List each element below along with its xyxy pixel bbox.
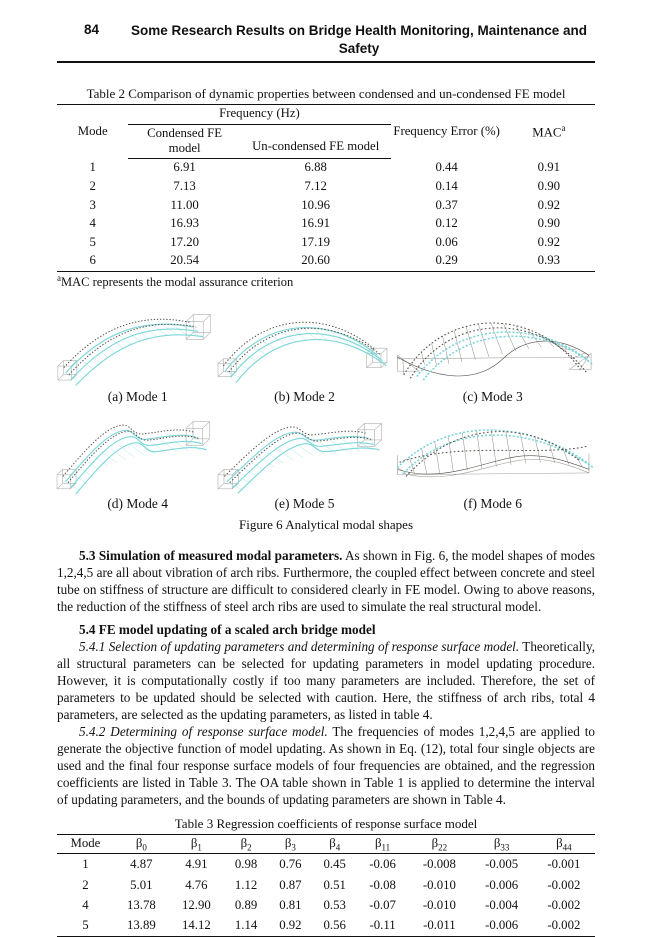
figure6-caption: Figure 6 Analytical modal shapes [238, 516, 414, 532]
modal-shape-image [218, 411, 390, 495]
table-row: 2 5.01 4.76 1.12 0.87 0.51 -0.08 -0.010 -0.006 -0.002 [82, 877, 581, 892]
table3-header-cell: $\beta_0$ [114, 834, 169, 854]
modal-shape-image [391, 304, 595, 388]
table-row: 5 13.89 14.12 1.14 0.92 0.56 -0.11 -0.011 -0.006 -0.002 [82, 918, 581, 933]
modal-shape-image [391, 411, 595, 495]
cell-uncondensed: 20.60 [301, 253, 331, 268]
table2-header-frequency-group: Frequency (Hz) [128, 105, 390, 125]
table-row [57, 233, 595, 252]
table-row: 4 13.78 12.90 0.89 0.81 0.53 -0.07 -0.010 -0.004 -0.002 [82, 898, 581, 913]
figure-panel-label: (d) Mode 4 [107, 495, 169, 511]
cell-error: 0.12 [435, 216, 458, 231]
cell-mac: 0.92 [537, 197, 561, 212]
table-row [57, 196, 595, 215]
table3-regression-coefficients [57, 834, 595, 937]
running-title: Some Research Results on Bridge Health Monitoring, Maintenance and Safety [130, 23, 588, 56]
modal-shape-image [218, 304, 390, 388]
table2-header-mac: MAC$^a$ [532, 122, 566, 140]
table2-header-uncondensed: Un-condensed FE model [241, 124, 391, 158]
table2-header-condensed: Condensed FE model [128, 124, 240, 158]
cell-mode: 1 [89, 160, 96, 175]
figure-panel [391, 304, 595, 405]
cell-mac: 0.90 [537, 179, 561, 194]
paragraph-5-4-1: 5.4.1 Selection of updating parameters and determining of response surface model. Theoretically, all structural parameters can be selected for updating parameters in model updating procedure. However, it is computationally costly if too many parameters are included. Therefore, the set of parameters to be updated should be selected with caution. Here, the stiffness of arch ribs, total 4 parameters, are selected as the updating parameters, as listed in table 4. [57, 638, 596, 722]
figure-panel [391, 411, 595, 512]
section-5-4-heading: 5.4 FE model updating of a scaled arch bridge model [79, 621, 376, 637]
cell-uncondensed: 7.12 [304, 179, 327, 194]
cell-condensed: 11.00 [170, 197, 199, 212]
table3-header-cell: $\beta_{11}$ [357, 834, 408, 854]
cell-mode: 3 [89, 197, 96, 212]
cell-uncondensed: 16.91 [301, 216, 331, 231]
table2-caption: Table 2 Comparison of dynamic properties between condensed and un-condensed FE model [86, 86, 566, 102]
cell-mode: 6 [89, 253, 96, 268]
table-row [57, 158, 595, 177]
running-header [57, 22, 595, 63]
table3-header-cell: $\beta_1$ [169, 834, 224, 854]
cell-uncondensed: 6.88 [304, 160, 327, 175]
page-number: 84 [84, 22, 100, 37]
table3-header-cell: $\beta_{44}$ [533, 834, 595, 854]
section-5-3-heading: 5.3 Simulation of measured modal parameters. [79, 547, 343, 563]
table3-header-cell: $\beta_{22}$ [408, 834, 470, 854]
table-row [57, 178, 595, 197]
table3-caption: Table 3 Regression coefficients of response surface model [174, 815, 478, 831]
cell-mode: 5 [89, 234, 96, 249]
section-5-4-2-lead: 5.4.2 Determining of response surface model. [79, 723, 328, 739]
table2-header-mode: Mode [77, 123, 108, 138]
table-row [57, 252, 595, 271]
figure-panel-label: (b) Mode 2 [274, 388, 335, 404]
modal-shape-image [57, 304, 218, 388]
cell-mac: 0.93 [537, 253, 561, 268]
figure-panel-label: (e) Mode 5 [274, 495, 335, 511]
cell-mac: 0.91 [537, 160, 561, 175]
cell-mac: 0.92 [537, 234, 561, 249]
table2-dynamic-properties [57, 104, 595, 271]
table3-header-cell: $\beta_4$ [313, 834, 357, 854]
figure-panel [218, 304, 390, 405]
cell-error: 0.44 [435, 160, 458, 175]
table-row [57, 215, 595, 234]
cell-condensed: 6.91 [173, 160, 196, 175]
cell-error: 0.14 [435, 179, 458, 194]
cell-mac: 0.90 [537, 216, 561, 231]
cell-uncondensed: 10.96 [301, 197, 331, 212]
paragraph-5-4-2: 5.4.2 Determining of response surface model. The frequencies of modes 1,2,4,5 are applied to generate the objective function of model updating. As shown in Eq. (12), total four single objects are used and the final four response surface models of four frequencies are obtained, and the regression coefficients are listed in Table 3. The OA table shown in Table 1 is applied to determine the interval of updating parameters, and the bounds of updating parameters are shown in Table 4. [57, 723, 595, 807]
table3-header-cell: $\beta_2$ [224, 834, 268, 854]
cell-error: 0.37 [435, 197, 458, 212]
table2-footnote: $^a$MAC represents the modal assurance criterion [57, 272, 294, 289]
table2-header-frequency-error: Frequency Error (%) [393, 123, 500, 138]
cell-error: 0.29 [435, 253, 458, 268]
figure6-grid [57, 304, 595, 512]
figure-panel [57, 304, 218, 405]
paragraph-5-3: 5.3 Simulation of measured modal parameters. As shown in Fig. 6, the model shapes of modes 1,2,4,5 are all about vibration of arch ribs. Furthermore, the coupled effect between concrete and steel tube on stiffness of structure are difficult to considered clearly in FE model. Owing to above reasons, the reduction of the stiffness of steel arch ribs are used to simulate the real structural model. [57, 547, 595, 614]
figure-panel [218, 411, 390, 512]
cell-uncondensed: 17.19 [301, 234, 331, 249]
figure-panel-label: (f) Mode 6 [463, 495, 522, 511]
cell-condensed: 20.54 [170, 253, 200, 268]
cell-condensed: 17.20 [170, 234, 200, 249]
cell-error: 0.06 [435, 234, 458, 249]
figure-panel-label: (c) Mode 3 [462, 388, 523, 404]
cell-mode: 4 [89, 216, 96, 231]
table-row: 1 4.87 4.91 0.98 0.76 0.45 -0.06 -0.008 -0.005 -0.001 [82, 857, 581, 872]
cell-condensed: 7.13 [173, 179, 196, 194]
table3-header-cell: $\beta_{33}$ [471, 834, 533, 854]
cell-mode: 2 [89, 179, 96, 194]
modal-shape-image [57, 411, 218, 495]
section-5-4-1-lead: 5.4.1 Selection of updating parameters and determining of response surface model. [79, 638, 520, 654]
figure-panel [57, 411, 218, 512]
table3-header-cell: Mode [57, 834, 114, 854]
figure-panel-label: (a) Mode 1 [107, 388, 168, 404]
cell-condensed: 16.93 [170, 216, 200, 231]
table3-header-cell: $\beta_3$ [268, 834, 312, 854]
